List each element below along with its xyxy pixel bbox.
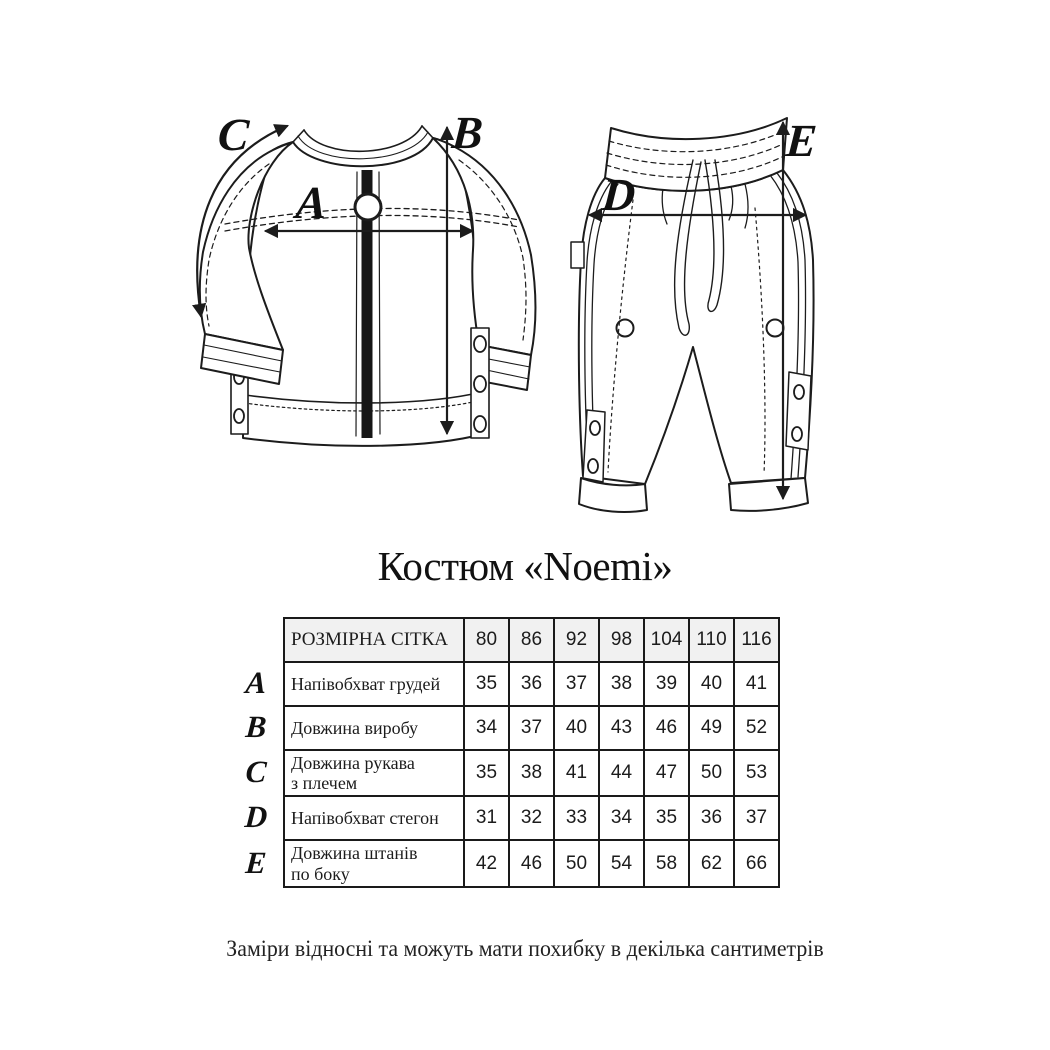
jacket-sleeve-letter: C	[216, 109, 251, 160]
value-cell: 46	[509, 840, 554, 887]
value-cell: 33	[554, 796, 599, 840]
pants-side-tab	[571, 242, 584, 268]
value-cell: 54	[599, 840, 644, 887]
value-cell: 39	[644, 662, 689, 706]
value-cell: 35	[644, 796, 689, 840]
jacket-length-letter: B	[450, 107, 485, 158]
value-cell: 41	[554, 750, 599, 796]
jacket-chest-letter: A	[294, 177, 329, 228]
value-cell: 44	[599, 750, 644, 796]
value-cell: 37	[734, 796, 779, 840]
value-cell: 49	[689, 706, 734, 750]
value-cell: 42	[464, 840, 509, 887]
value-cell: 36	[509, 662, 554, 706]
value-cell: 41	[734, 662, 779, 706]
value-cell: 34	[464, 706, 509, 750]
value-cell: 37	[509, 706, 554, 750]
jacket-right-snap-placket	[471, 328, 489, 438]
jacket-collar	[293, 126, 433, 159]
pants-side-letter: E	[784, 115, 819, 166]
value-cell: 50	[554, 840, 599, 887]
size-header-cell: 86	[509, 618, 554, 662]
size-header-cell: 98	[599, 618, 644, 662]
jacket-drawing	[185, 100, 585, 510]
row-letter-a: A	[244, 665, 268, 700]
value-cell: 38	[599, 662, 644, 706]
zipper-pull-ring	[355, 194, 381, 220]
value-cell: 31	[464, 796, 509, 840]
table-row-sleeve	[284, 750, 779, 796]
value-cell: 32	[509, 796, 554, 840]
value-cell: 40	[554, 706, 599, 750]
row-letter-b: B	[244, 709, 268, 744]
row-label-cell: Довжина штанів по боку	[284, 840, 464, 887]
pants-hip-letter: D	[600, 169, 638, 220]
value-cell: 47	[644, 750, 689, 796]
table-row-chest	[284, 662, 779, 706]
size-header-cell: 92	[554, 618, 599, 662]
row-letter-e: E	[244, 845, 268, 880]
value-cell: 34	[599, 796, 644, 840]
value-cell: 35	[464, 662, 509, 706]
table-row-pants	[284, 840, 779, 887]
row-letter-c: C	[244, 754, 268, 789]
size-header-cell: 110	[689, 618, 734, 662]
pants-drawing	[565, 100, 865, 520]
value-cell: 35	[464, 750, 509, 796]
value-cell: 36	[689, 796, 734, 840]
value-cell: 58	[644, 840, 689, 887]
size-table-header-row	[284, 618, 779, 662]
row-label-cell: Довжина виробу	[284, 706, 464, 750]
size-table	[283, 617, 780, 888]
row-label-cell: Напівобхват стегон	[284, 796, 464, 840]
value-cell: 38	[509, 750, 554, 796]
size-header-cell: 104	[644, 618, 689, 662]
value-cell: 43	[599, 706, 644, 750]
value-cell: 66	[734, 840, 779, 887]
value-cell: 50	[689, 750, 734, 796]
pants-left-snap-placket	[583, 410, 605, 482]
size-header-cell: 116	[734, 618, 779, 662]
pants-right-snap-placket	[786, 372, 811, 450]
table-row-length	[284, 706, 779, 750]
disclaimer-note: Заміри відносні та можуть мати похибку в декілька сантиметрів	[226, 936, 824, 962]
row-letter-d: D	[243, 799, 269, 834]
value-cell: 62	[689, 840, 734, 887]
pants-ankle-cuffs	[579, 478, 808, 512]
row-label-cell: Напівобхват грудей	[284, 662, 464, 706]
size-grid-header-label: РОЗМІРНА СІТКА	[284, 618, 464, 662]
table-row-hips	[284, 796, 779, 840]
value-cell: 52	[734, 706, 779, 750]
value-cell: 46	[644, 706, 689, 750]
product-title: Костюм «Noemi»	[377, 543, 673, 589]
value-cell: 53	[734, 750, 779, 796]
row-label-cell: Довжина рукава з плечем	[284, 750, 464, 796]
value-cell: 37	[554, 662, 599, 706]
value-cell: 40	[689, 662, 734, 706]
size-header-cell: 80	[464, 618, 509, 662]
